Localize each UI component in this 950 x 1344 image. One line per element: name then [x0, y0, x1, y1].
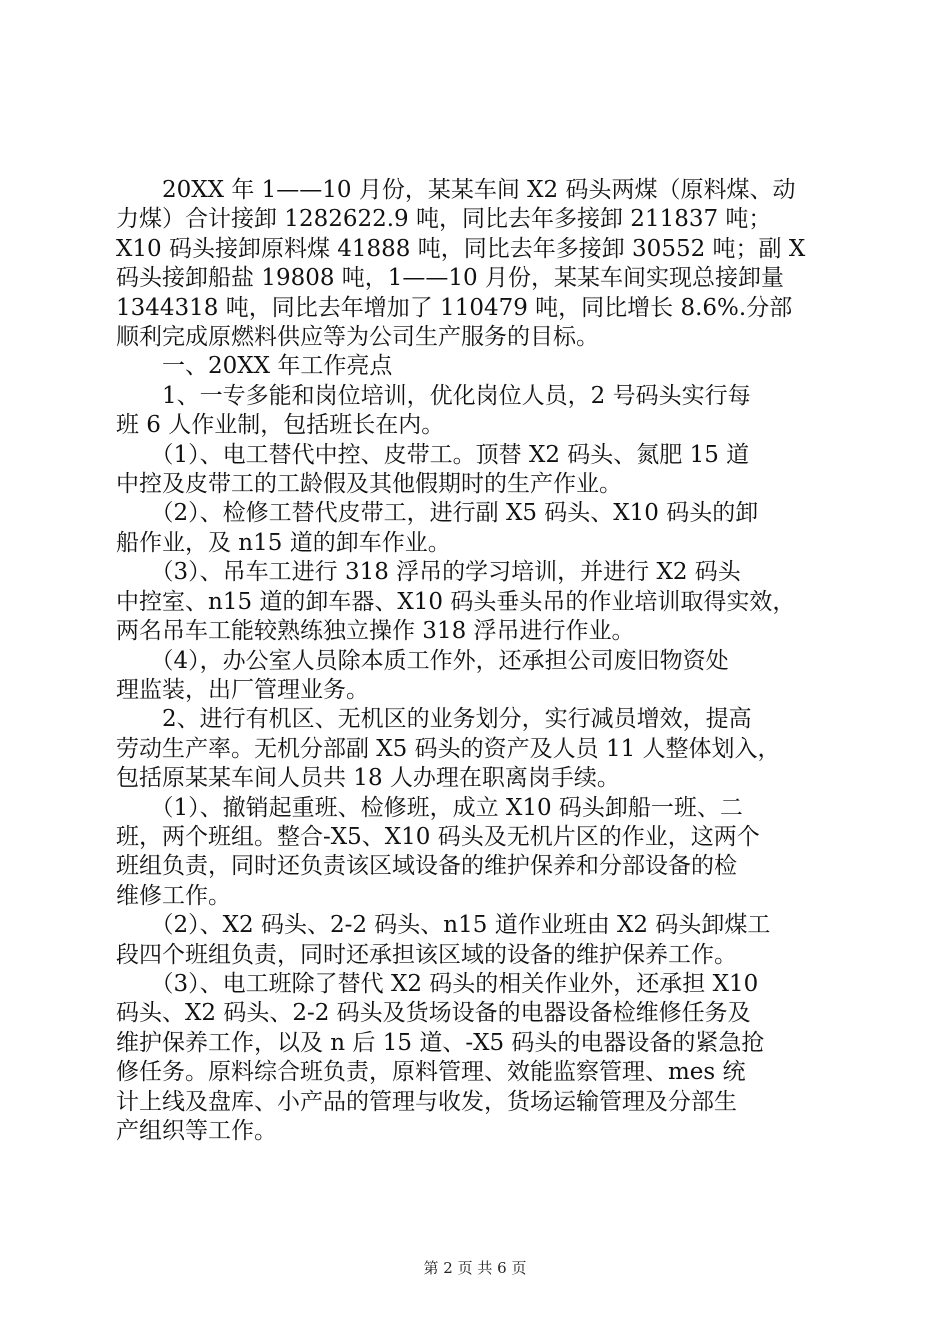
text-line: 段四个班组负责，同时还承担该区域的设备的维护保养工作。: [116, 941, 737, 968]
text-line: 20XX 年 1——10 月份，某某车间 X2 码头两煤（原料煤、动: [116, 177, 796, 203]
text-line: 劳动生产率。无机分部副 X5 码头的资产及人员 11 人整体划入，: [116, 735, 781, 762]
text-line: X10 码头接卸原料煤 41888 吨，同比去年多接卸 30552 吨；副 X: [116, 235, 806, 262]
text-line: （3）、吊车工进行 318 浮吊的学习培训，并进行 X2 码头: [116, 559, 741, 586]
text-line: 船作业，及 n15 道的卸车作业。: [116, 529, 451, 556]
text-line: （1）、电工替代中控、皮带工。顶替 X2 码头、氮肥 15 道: [116, 441, 750, 468]
text-line: 产组织等工作。: [116, 1118, 277, 1144]
text-line: 两名吊车工能较熟练独立操作 318 浮吊进行作业。: [116, 618, 635, 645]
text-line: 维修工作。: [116, 882, 231, 909]
text-line: 理监装，出厂管理业务。: [116, 676, 369, 703]
text-line: 中控及皮带工的工龄假及其他假期时的生产作业。: [116, 471, 622, 498]
text-line: （2）、检修工替代皮带工，进行副 X5 码头、X10 码头的卸: [116, 500, 759, 527]
text-line: 码头接卸船盐 19808 吨，1——10 月份，某某车间实现总接卸量: [116, 265, 784, 292]
text-line: 修任务。原料综合班负责，原料管理、效能监察管理、mes 统: [116, 1059, 746, 1086]
text-line: （3）、电工班除了替代 X2 码头的相关作业外，还承担 X10: [116, 970, 759, 997]
text-line: 班 6 人作业制，包括班长在内。: [116, 412, 445, 439]
text-line: 2、进行有机区、无机区的业务划分，实行减员增效，提高: [116, 706, 752, 733]
text-line: 班组负责，同时还负责该区域设备的维护保养和分部设备的检: [116, 853, 737, 880]
text-line: （1）、撤销起重班、检修班，成立 X10 码头卸船一班、二: [116, 794, 743, 821]
text-line: （4），办公室人员除本质工作外，还承担公司废旧物资处: [116, 647, 729, 674]
text-line: 包括原某某车间人员共 18 人办理在职离岗手续。: [116, 765, 620, 792]
page-number-footer: 第 2 页 共 6 页: [423, 1259, 527, 1277]
text-line: 班，两个班组。整合-X5、X10 码头及无机片区的作业，这两个: [116, 823, 760, 850]
text-line: 1、一专多能和岗位培训，优化岗位人员，2 号码头实行每: [116, 382, 751, 409]
text-line: 计上线及盘库、小产品的管理与收发，货场运输管理及分部生: [116, 1088, 737, 1115]
text-line: 码头、X2 码头、2-2 码头及货场设备的电器设备检维修任务及: [116, 1000, 751, 1027]
text-line: 力煤）合计接卸 1282622.9 吨，同比去年多接卸 211837 吨；: [116, 206, 772, 233]
text-line: 中控室、n15 道的卸车器、X10 码头垂头吊的作业培训取得实效，: [116, 588, 796, 615]
text-line: 维护保养工作，以及 n 后 15 道、-X5 码头的电器设备的紧急抢: [116, 1029, 765, 1056]
text-line: （2）、X2 码头、2-2 码头、n15 道作业班由 X2 码头卸煤工: [116, 912, 771, 939]
document-body: [116, 176, 832, 1146]
text-line: 1344318 吨，同比去年增加了 110479 吨，同比增长 8.6%.分部: [116, 294, 793, 321]
text-line: 顺利完成原燃料供应等为公司生产服务的目标。: [116, 324, 599, 351]
section-heading: 一、20XX 年工作亮点: [116, 353, 393, 380]
